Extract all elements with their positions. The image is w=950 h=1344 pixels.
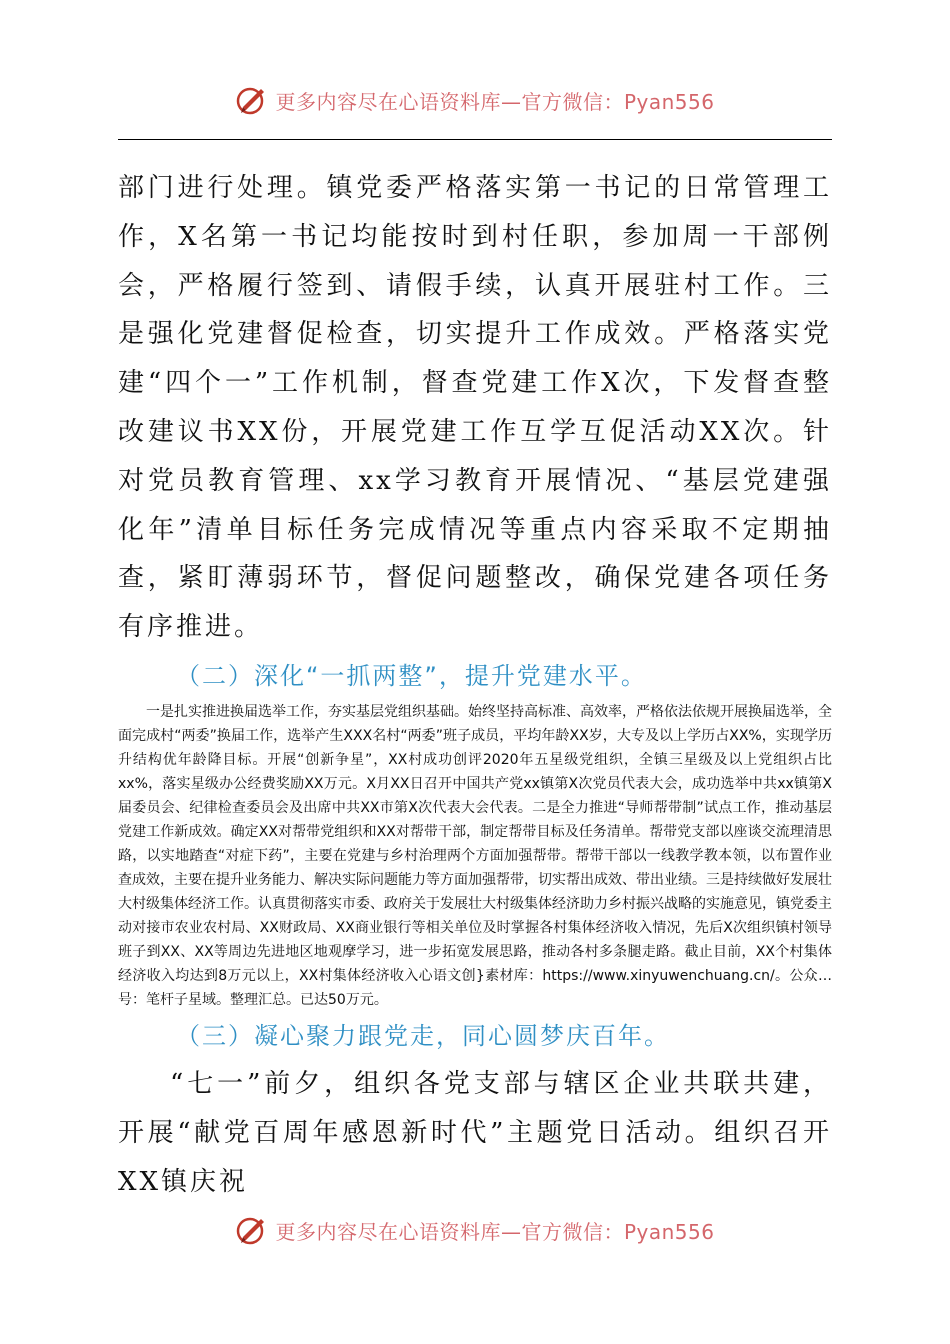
document-body <box>118 164 832 1206</box>
header-divider <box>118 139 832 140</box>
pen-logo-icon <box>235 83 269 117</box>
pen-logo-icon <box>235 1213 269 1247</box>
banner-text: 更多内容尽在心语资料库—官方微信：Pyan556 <box>275 89 715 114</box>
paragraph-3: “七一”前夕，组织各党支部与辖区企业共联共建，开展“献党百周年感恩新时代”主题党日活动。组织召开XX镇庆祝 <box>118 1068 832 1197</box>
section-heading-2: （二）深化“一抓两整”，提升党建水平。 <box>176 661 647 690</box>
banner-text: 更多内容尽在心语资料库—官方微信：Pyan556 <box>275 1219 715 1244</box>
paragraph-2: 一是扎实推进换届选举工作，夯实基层党组织基础。始终坚持高标准、高效率，严格依法依规开展换届选举，全面完成村“两委”换届工作，选举产生XXX名村“两委”班子成员，平均年龄XX岁，大专及以上学历占XX%，实现学历升结构优年龄降目标。开展“创新争星”，XX村成功创评2020年五星级党组织，全镇三星级及以上党组织占比xx%，落实星级办公经费奖励XX万元。X月XX日召开中国共产党xx镇第X次党员代表大会，成功选举中共xx镇第X届委员会、纪律检查委员会及出席中共XX市第X次代表大会代表。二是全力推进“导师帮带制”试点工作，推动基层党建工作新成效。确定XX对帮带党组织和XX对帮带干部，制定帮带目标及任务清单。帮带党支部以座谈交流理清思路，以实地踏查“对症下药”，主要在党建与乡村治理两个方面加强帮带。帮带干部以一线教学教本领，以布置作业查成效，主要在提升业务能力、解决实际问题能力等方面加强帮带，切实帮出成效、带出业绩。三是持续做好发展壮大村级集体经济工作。认真贯彻落实市委、政府关于发展壮大村级集体经济助力乡村振兴战略的实施意见，镇党委主动对接市农业农村局、XX财政局、XX商业银行等相关单位及时掌握各村集体经济收入情况，先后X次组织镇村领导班子到XX、XX等周边先进地区地观摩学习，进一步拓宽发展思路，推动各村多条腿走路。截止目前，XX个村集体经济收入均达到8万元以上，XX村集体经济收入心语文创}素材库：https://www.xinyuwenchuang.cn/。公众…号：笔杆子星域。整理汇总。已达50万元。 <box>118 703 832 1008</box>
header-banner <box>0 80 950 120</box>
paragraph-1: 部门进行处理。镇党委严格落实第一书记的日常管理工作，X名第一书记均能按时到村任职，参加周一干部例会，严格履行签到、请假手续，认真开展驻村工作。三是强化党建督促检查，切实提升工作成效。严格落实党建“四个一”工作机制，督查党建工作X次，下发督查整改建议书XX份，开展党建工作互学互促活动XX次。针对党员教育管理、xx学习教育开展情况、“基层党建强化年”清单目标任务完成情况等重点内容采取不定期抽查，紧盯薄弱环节，督促问题整改，确保党建各项任务有序推进。 <box>118 173 832 643</box>
section-heading-3: （三）凝心聚力跟党走，同心圆梦庆百年。 <box>176 1021 670 1050</box>
footer-banner <box>0 1210 950 1250</box>
